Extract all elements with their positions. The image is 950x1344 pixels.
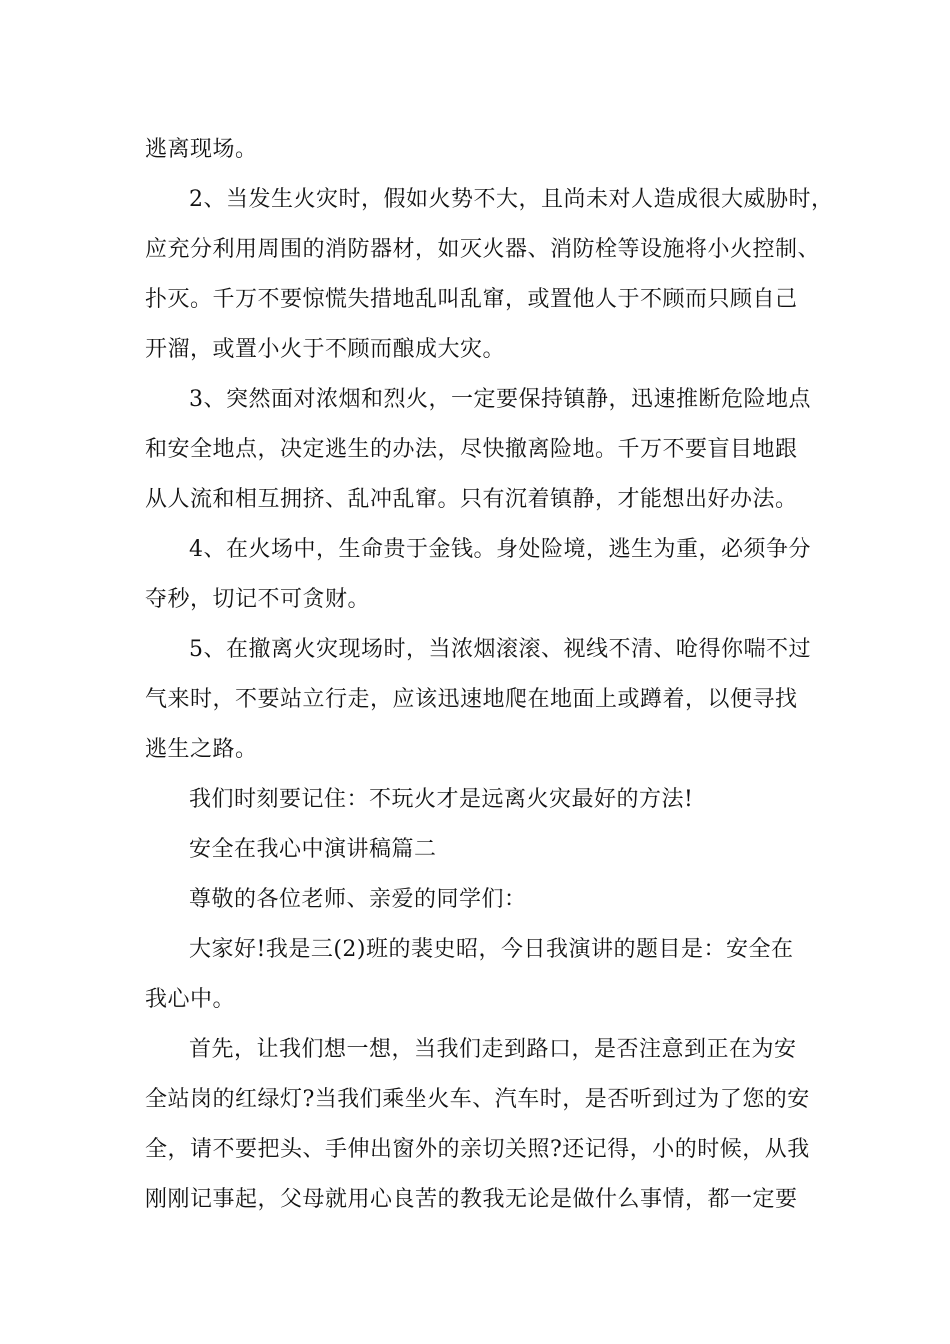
text-line: 2、当发生火灾时，假如火势不大，且尚未对人造成很大威胁时，	[189, 187, 834, 212]
text-line: 5、在撤离火灾现场时，当浓烟滚滚、视线不清、呛得你喘不过	[189, 637, 811, 662]
text-line: 全，请不要把头、手伸出窗外的亲切关照?还记得，小的时候，从我	[145, 1137, 810, 1162]
text-line: 从人流和相互拥挤、乱冲乱窜。只有沉着镇静，才能想出好办法。	[145, 487, 798, 512]
text-line: 我们时刻要记住：不玩火才是远离火灾最好的方法!	[189, 787, 694, 812]
section-heading: 安全在我心中演讲稿篇二	[189, 837, 437, 862]
salutation: 尊敬的各位老师、亲爱的同学们：	[189, 887, 527, 912]
text-line: 和安全地点，决定逃生的办法，尽快撤离险地。千万不要盲目地跟	[145, 437, 798, 462]
text-line: 我心中。	[145, 987, 236, 1012]
text-line: 夺秒，切记不可贪财。	[145, 587, 371, 612]
text-line: 扑灭。千万不要惊慌失措地乱叫乱窜，或置他人于不顾而只顾自己	[145, 287, 798, 312]
text-line: 首先，让我们想一想，当我们走到路口，是否注意到正在为安	[189, 1037, 797, 1062]
text-line: 应充分利用周围的消防器材，如灭火器、消防栓等设施将小火控制、	[145, 237, 821, 262]
text-line: 4、在火场中，生命贵于金钱。身处险境，逃生为重，必须争分	[189, 537, 811, 562]
text-line: 逃离现场。	[145, 137, 258, 162]
text-line: 开溜，或置小火于不顾而酿成大灾。	[145, 337, 506, 362]
text-line: 刚刚记事起，父母就用心良苦的教我无论是做什么事情，都一定要	[145, 1187, 798, 1212]
text-line: 逃生之路。	[145, 737, 258, 762]
text-line: 3、突然面对浓烟和烈火，一定要保持镇静，迅速推断危险地点	[189, 387, 811, 412]
text-line: 全站岗的红绿灯?当我们乘坐火车、汽车时，是否听到过为了您的安	[145, 1087, 810, 1112]
text-line: 大家好!我是三(2)班的裴史昭，今日我演讲的题目是：安全在	[189, 937, 794, 962]
text-line: 气来时，不要站立行走，应该迅速地爬在地面上或蹲着，以便寻找	[145, 687, 798, 712]
